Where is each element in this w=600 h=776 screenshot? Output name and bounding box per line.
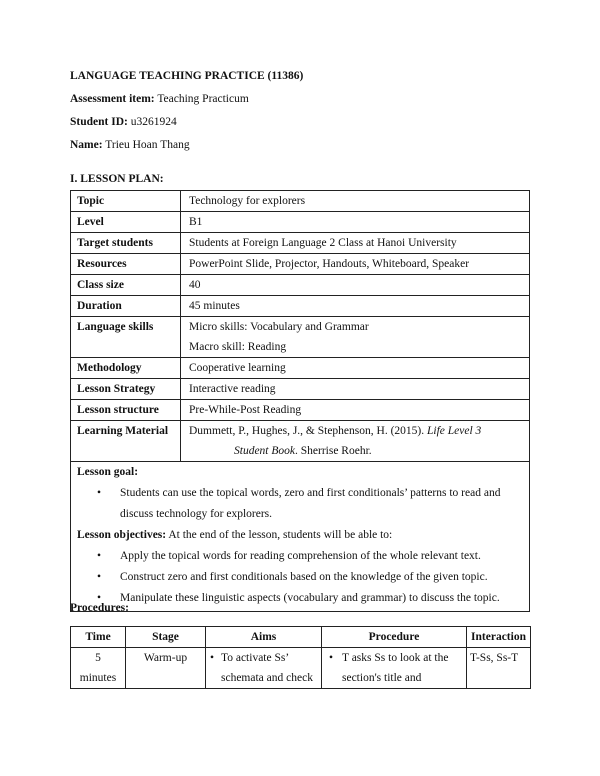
aims-cell: • To activate Ss’ schemata and check	[206, 648, 322, 689]
objective-item: • Construct zero and first conditionals based on the knowledge of the given topic.	[77, 567, 523, 588]
goals-objectives-cell	[71, 462, 530, 612]
objective-item: • Manipulate these linguistic aspects (vocabulary and grammar) to discuss the topic.	[77, 588, 523, 609]
row-value: 45 minutes	[181, 296, 530, 317]
table-row	[71, 296, 530, 317]
table-header-row	[71, 627, 531, 648]
procedure-cell: • T asks Ss to look at the section's title and	[322, 648, 467, 689]
bullet-icon: •	[97, 571, 102, 583]
time-cell: 5 minutes	[71, 648, 126, 689]
row-value: Interactive reading	[181, 379, 530, 400]
student-name: Name: Trieu Hoan Thang	[70, 139, 190, 151]
lesson-goal-label: Lesson goal:	[77, 466, 139, 478]
row-label: Methodology	[71, 358, 181, 379]
table-row	[71, 462, 530, 612]
bullet-icon: •	[210, 652, 215, 664]
micro-skill: Micro skills: Vocabulary and Grammar	[189, 321, 369, 333]
stage-cell: Warm-up	[126, 648, 206, 689]
macro-skill: Macro skill: Reading	[189, 341, 287, 353]
column-header: Interaction	[467, 627, 531, 648]
table-row	[71, 212, 530, 233]
row-label: Language skills	[71, 317, 181, 358]
row-value: Dummett, P., Hughes, J., & Stephenson, H. (2015). Life Level 3 Student Book. Sherrise Roehr.	[181, 421, 530, 462]
row-value: 40	[181, 275, 530, 296]
table-row	[71, 317, 530, 358]
book-title-cont: Student Book	[234, 445, 295, 457]
row-value: B1	[181, 212, 530, 233]
row-label: Class size	[71, 275, 181, 296]
row-label: Lesson Strategy	[71, 379, 181, 400]
table-row	[71, 233, 530, 254]
row-value	[181, 317, 530, 358]
assessment-item: Assessment item: Teaching Practicum	[70, 93, 249, 105]
table-row	[71, 400, 530, 421]
column-header: Aims	[206, 627, 322, 648]
lesson-plan-table	[70, 190, 530, 612]
table-row	[71, 191, 530, 212]
column-header: Stage	[126, 627, 206, 648]
row-value: Technology for explorers	[181, 191, 530, 212]
section-title: I. LESSON PLAN:	[70, 173, 164, 185]
row-value: Cooperative learning	[181, 358, 530, 379]
column-header: Procedure	[322, 627, 467, 648]
row-label: Target students	[71, 233, 181, 254]
goal-bullet-cont: discuss technology for explorers.	[120, 508, 273, 520]
row-label: Learning Material	[71, 421, 181, 462]
book-title: Life Level 3	[426, 425, 482, 437]
table-row	[71, 254, 530, 275]
student-id: Student ID: u3261924	[70, 116, 177, 128]
row-label: Level	[71, 212, 181, 233]
table-row	[71, 379, 530, 400]
table-row	[71, 275, 530, 296]
row-value: Pre-While-Post Reading	[181, 400, 530, 421]
bullet-icon: •	[97, 487, 102, 499]
row-value: PowerPoint Slide, Projector, Handouts, Whiteboard, Speaker	[181, 254, 530, 275]
lesson-objectives: Lesson objectives: At the end of the lesson, students will be able to:	[77, 529, 393, 541]
objective-item: • Apply the topical words for reading comprehension of the whole relevant text.	[77, 546, 523, 567]
row-label: Duration	[71, 296, 181, 317]
table-row	[71, 648, 531, 689]
column-header: Time	[71, 627, 126, 648]
row-label: Topic	[71, 191, 181, 212]
bullet-icon: •	[97, 592, 102, 604]
bullet-icon: •	[329, 652, 334, 664]
course-title: LANGUAGE TEACHING PRACTICE (11386)	[70, 70, 304, 82]
row-label: Lesson structure	[71, 400, 181, 421]
interaction-cell: T-Ss, Ss-T	[467, 648, 531, 689]
table-row	[71, 421, 530, 462]
table-row	[71, 358, 530, 379]
row-label: Resources	[71, 254, 181, 275]
bullet-icon: •	[97, 550, 102, 562]
procedures-table	[70, 626, 531, 689]
goal-bullet: • Students can use the topical words, zero and first conditionals’ patterns to read and	[77, 483, 523, 504]
row-value: Students at Foreign Language 2 Class at Hanoi University	[181, 233, 530, 254]
procedures-label: Procedures:	[70, 602, 129, 614]
